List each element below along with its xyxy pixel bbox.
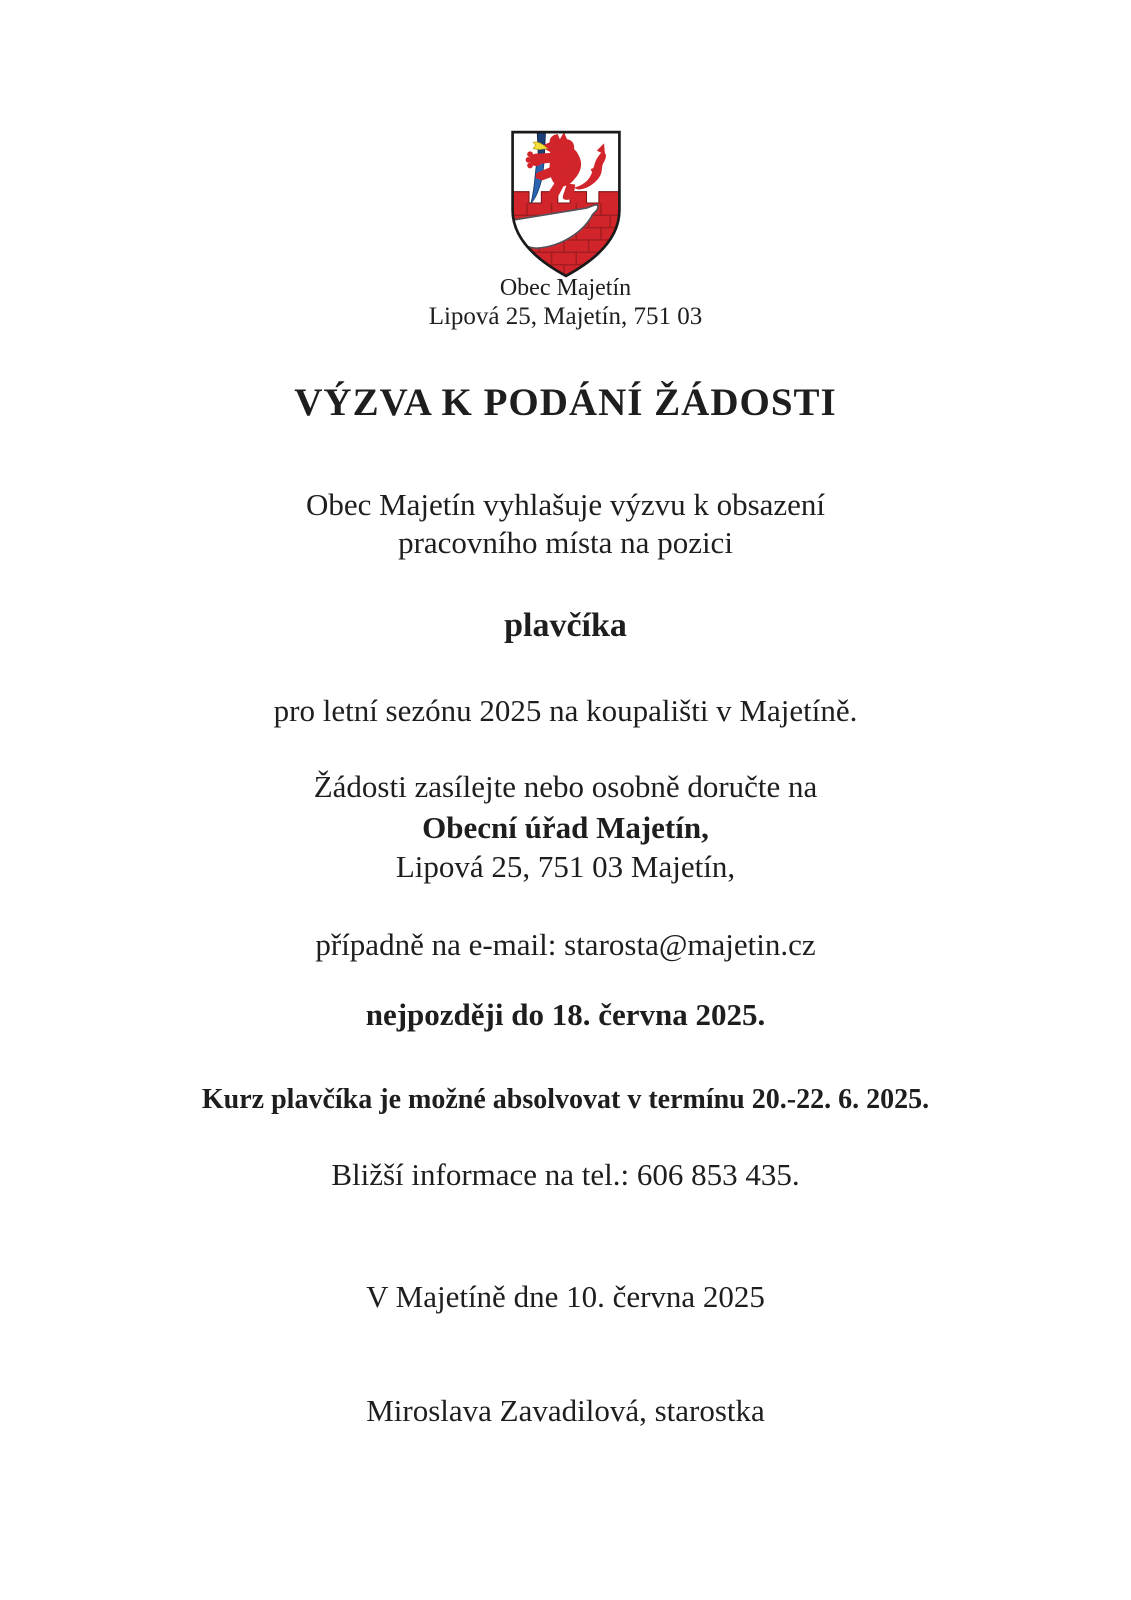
municipality-name: Obec Majetín [499,275,632,301]
submit-line: Žádosti zasílejte nebo osobně doručte na [313,769,818,804]
office-name: Obecní úřad Majetín, [422,810,709,845]
dateline: V Majetíně dne 10. června 2025 [366,1279,765,1314]
municipality-address: Lipová 25, Majetín, 751 03 [428,303,703,330]
email-line: případně na e-mail: starosta@majetin.cz [315,927,816,962]
info-line: Bližší informace na tel.: 606 853 435. [331,1157,800,1192]
intro-line-1: Obec Majetín vyhlašuje výzvu k obsazení [305,487,826,522]
signature-line: Miroslava Zavadilová, starostka [366,1393,765,1428]
position-name: plavčíka [504,607,627,644]
intro-line-2: pracovního místa na pozici [398,525,733,560]
office-address: Lipová 25, 751 03 Majetín, [395,849,736,884]
deadline-line: nejpozději do 18. června 2025. [365,997,766,1032]
course-line: Kurz plavčíka je možné absolvovat v termínu 20.-22. 6. 2025. [201,1084,930,1115]
season-line: pro letní sezónu 2025 na koupališti v Majetíně. [273,693,858,728]
crest-image [504,128,628,280]
page-title: VÝZVA K PODÁNÍ ŽÁDOSTI [294,381,837,424]
municipal-crest [504,128,628,285]
